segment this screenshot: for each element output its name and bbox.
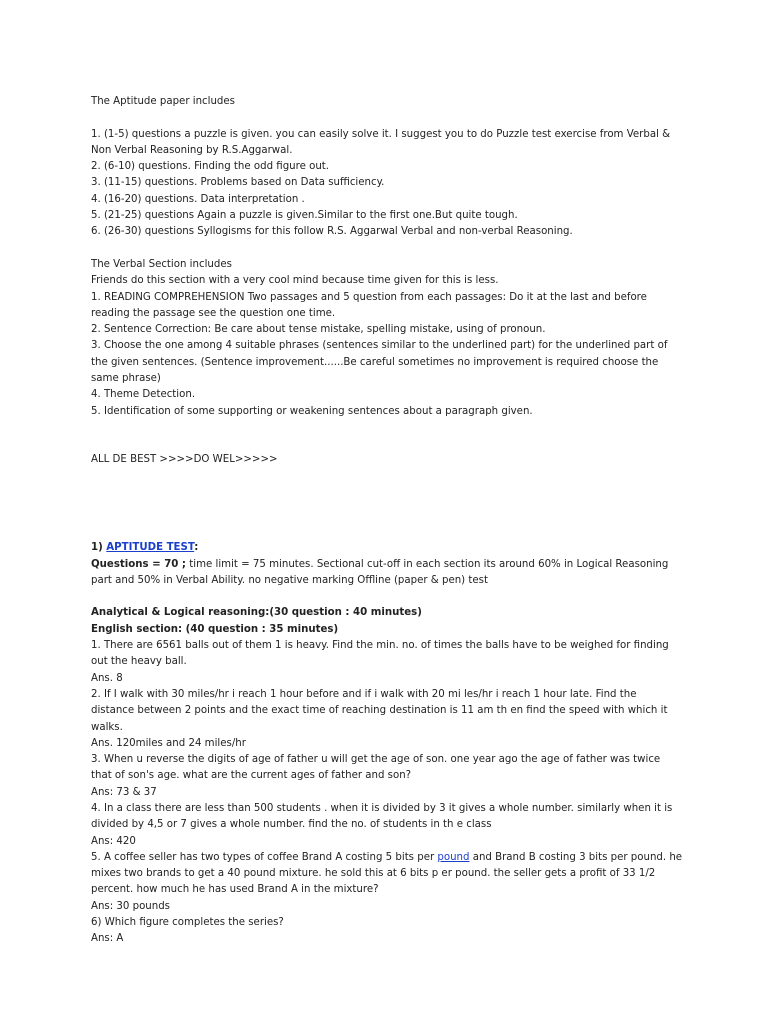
answer-line: Ans: A (91, 933, 124, 945)
q5-text: 5. A coffee seller has two types of coffee Brand A costing 5 bits per (91, 851, 438, 863)
questions-info (91, 557, 681, 573)
question-line: 6) Which figure completes the series? (91, 917, 284, 929)
list-item: Friends do this section with a very cool mind because time given for this is less. (91, 275, 499, 287)
analytical-heading: Analytical & Logical reasoning:(30 question : 40 minutes) (91, 607, 422, 619)
question-line: divided by 4,5 or 7 gives a whole number. find the no. of students in th e class (91, 819, 492, 831)
questions-info-2: part and 50% in Verbal Ability. no negative marking Offline (paper & pen) test (91, 574, 488, 586)
question-line: distance between 2 points and the exact time of reaching destination is 11 am th en find the speed with which it (91, 705, 668, 717)
list-item: the given sentences. (Sentence improvement......Be careful sometimes no improvement is required choose the (91, 356, 659, 368)
question-line: walks. (91, 721, 123, 733)
document-body (91, 94, 681, 948)
list-item: 1. (1-5) questions a puzzle is given. you can easily solve it. I suggest you to do Puzzle test exercise from Verbal & (91, 128, 671, 140)
list-item: 6. (26-30) questions Syllogisms for this follow R.S. Aggarwal Verbal and non-verbal Reasoning. (91, 226, 573, 238)
aptitude-list (91, 127, 681, 241)
question-line: percent. how much he has used Brand A in the mixture? (91, 884, 379, 896)
list-item: reading the passage see the question one time. (91, 307, 336, 319)
english-heading: English section: (40 question : 35 minutes) (91, 623, 339, 635)
list-item: 2. Sentence Correction: Be care about tense mistake, spelling mistake, using of pronoun. (91, 324, 546, 336)
list-item: 1. READING COMPREHENSION Two passages and 5 question from each passages: Do it at the last and before (91, 291, 647, 303)
question-list (91, 638, 681, 948)
verbal-heading: The Verbal Section includes (91, 258, 232, 270)
closing-text: ALL DE BEST >>>>DO WEL>>>>> (91, 453, 278, 465)
question-line (91, 850, 681, 866)
verbal-list (91, 273, 681, 420)
question-line: 2. If I walk with 30 miles/hr i reach 1 hour before and if i walk with 20 mi les/hr i reach 1 hour late. Find the (91, 688, 637, 700)
list-item: Non Verbal Reasoning by R.S.Aggarwal. (91, 144, 293, 156)
aptitude-heading: The Aptitude paper includes (91, 96, 235, 107)
aptitude-test-link[interactable]: APTITUDE TEST (106, 542, 195, 554)
q5-text-end: and Brand B costing 3 bits per pound. he (469, 851, 683, 863)
answer-line: Ans: 420 (91, 835, 136, 847)
question-line: 1. There are 6561 balls out of them 1 is heavy. Find the min. no. of times the balls have to be weighed for finding (91, 640, 669, 652)
list-item: 4. (16-20) questions. Data interpretation . (91, 193, 305, 205)
list-item: same phrase) (91, 373, 161, 385)
question-line: 3. When u reverse the digits of age of father u will get the age of son. one year ago the age of father was twice (91, 754, 661, 766)
question-line: out the heavy ball. (91, 656, 187, 668)
list-item: 3. (11-15) questions. Problems based on Data sufficiency. (91, 177, 385, 189)
test-number: 1) (91, 542, 107, 554)
test-heading (91, 540, 681, 556)
question-line: mixes two brands to get a 40 pound mixture. he sold this at 6 bits p er pound. the seller gets a profit of 33 1/2 (91, 868, 656, 880)
answer-line: Ans. 8 (91, 672, 123, 684)
questions-rest: time limit = 75 minutes. Sectional cut-off in each section its around 60% in Logical Reasoning (186, 558, 669, 570)
list-item: 5. (21-25) questions Again a puzzle is given.Similar to the first one.But quite tough. (91, 210, 518, 222)
list-item: 3. Choose the one among 4 suitable phrases (sentences similar to the underlined part) for the underlined part of (91, 340, 668, 352)
list-item: 5. Identification of some supporting or weakening sentences about a paragraph given. (91, 405, 533, 417)
question-line: 4. In a class there are less than 500 students . when it is divided by 3 it gives a whole number. similarly when it is (91, 802, 673, 814)
answer-line: Ans: 73 & 37 (91, 786, 157, 798)
questions-count: Questions = 70 ; (91, 558, 186, 570)
list-item: 2. (6-10) questions. Finding the odd figure out. (91, 161, 330, 173)
answer-line: Ans. 120miles and 24 miles/hr (91, 737, 246, 749)
list-item: 4. Theme Detection. (91, 389, 196, 401)
question-line: that of son's age. what are the current ages of father and son? (91, 770, 412, 782)
test-colon: : (194, 542, 199, 554)
answer-line: Ans: 30 pounds (91, 900, 170, 912)
pound-link[interactable]: pound (437, 851, 470, 863)
